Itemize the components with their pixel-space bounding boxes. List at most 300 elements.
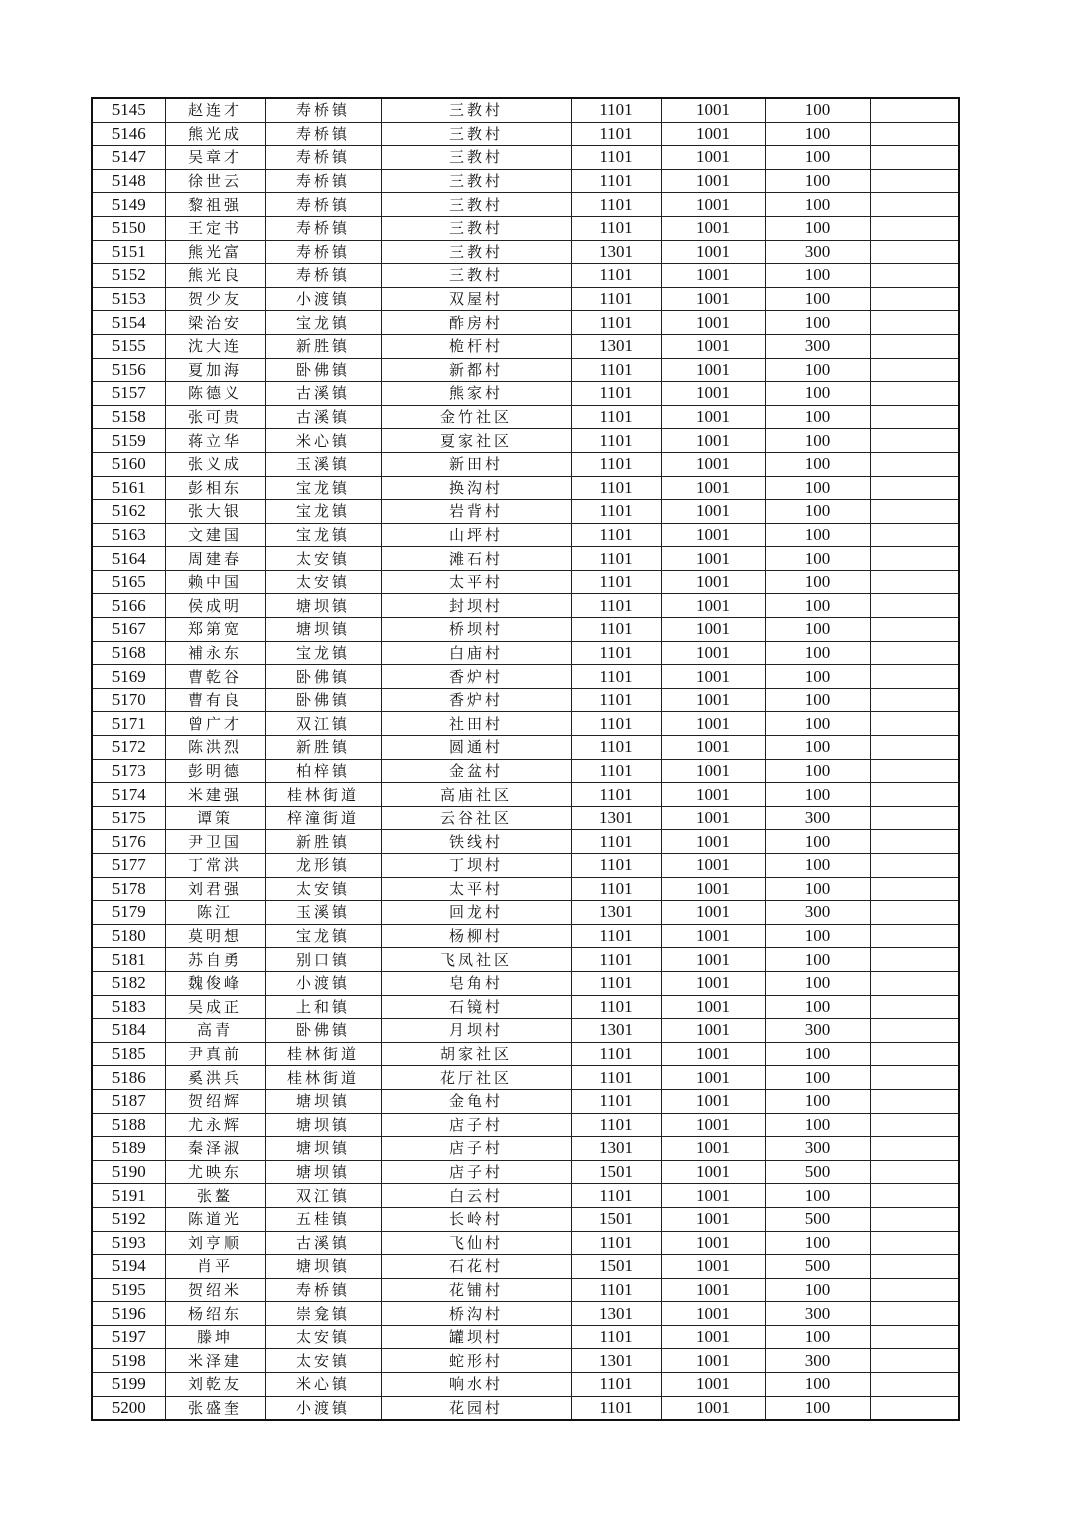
cell-amount: 100 [765, 948, 870, 972]
cell-code-a: 1101 [571, 570, 661, 594]
cell-remark [870, 830, 959, 854]
cell-serial-number: 5172 [92, 736, 165, 760]
cell-amount: 500 [765, 1207, 870, 1231]
cell-code-a: 1101 [571, 1113, 661, 1137]
table-row [92, 736, 959, 760]
table-row [92, 1113, 959, 1137]
cell-serial-number: 5153 [92, 287, 165, 311]
cell-code-b: 1001 [661, 287, 765, 311]
cell-serial-number: 5169 [92, 665, 165, 689]
cell-code-b: 1001 [661, 98, 765, 122]
cell-name: 刘乾友 [165, 1373, 265, 1397]
table-row [92, 429, 959, 453]
cell-name: 尤映东 [165, 1160, 265, 1184]
table-row [92, 924, 959, 948]
cell-code-b: 1001 [661, 995, 765, 1019]
table-row [92, 523, 959, 547]
table-row [92, 759, 959, 783]
cell-village: 花厅社区 [381, 1066, 571, 1090]
cell-code-b: 1001 [661, 688, 765, 712]
cell-code-b: 1001 [661, 500, 765, 524]
cell-code-a: 1101 [571, 405, 661, 429]
table-row [92, 216, 959, 240]
cell-code-b: 1001 [661, 311, 765, 335]
cell-village: 三教村 [381, 122, 571, 146]
cell-name: 刘亨顺 [165, 1231, 265, 1255]
cell-name: 徐世云 [165, 169, 265, 193]
cell-remark [870, 1231, 959, 1255]
cell-serial-number: 5175 [92, 806, 165, 830]
cell-village: 花园村 [381, 1396, 571, 1420]
cell-village: 皂角村 [381, 971, 571, 995]
cell-code-a: 1101 [571, 854, 661, 878]
cell-amount: 100 [765, 1325, 870, 1349]
cell-serial-number: 5179 [92, 901, 165, 925]
cell-serial-number: 5155 [92, 334, 165, 358]
cell-village: 金盆村 [381, 759, 571, 783]
cell-name: 肖平 [165, 1255, 265, 1279]
cell-code-b: 1001 [661, 736, 765, 760]
cell-name: 尤永辉 [165, 1113, 265, 1137]
cell-serial-number: 5145 [92, 98, 165, 122]
cell-code-a: 1101 [571, 712, 661, 736]
table-row [92, 1207, 959, 1231]
cell-amount: 100 [765, 216, 870, 240]
cell-code-b: 1001 [661, 1113, 765, 1137]
cell-code-b: 1001 [661, 264, 765, 288]
cell-code-b: 1001 [661, 948, 765, 972]
cell-town: 宝龙镇 [265, 311, 381, 335]
cell-town: 寿桥镇 [265, 193, 381, 217]
cell-code-a: 1101 [571, 382, 661, 406]
table-row [92, 358, 959, 382]
cell-code-b: 1001 [661, 405, 765, 429]
cell-code-b: 1001 [661, 877, 765, 901]
cell-name: 张盛奎 [165, 1396, 265, 1420]
cell-name: 陈洪烈 [165, 736, 265, 760]
cell-code-a: 1301 [571, 240, 661, 264]
cell-village: 太平村 [381, 877, 571, 901]
cell-code-a: 1101 [571, 287, 661, 311]
cell-amount: 100 [765, 854, 870, 878]
cell-code-b: 1001 [661, 594, 765, 618]
table-row [92, 1137, 959, 1161]
cell-village: 三教村 [381, 216, 571, 240]
cell-name: 熊光良 [165, 264, 265, 288]
cell-name: 吴成正 [165, 995, 265, 1019]
cell-town: 新胜镇 [265, 334, 381, 358]
cell-amount: 300 [765, 240, 870, 264]
cell-remark [870, 311, 959, 335]
cell-remark [870, 1325, 959, 1349]
table-row [92, 712, 959, 736]
cell-code-a: 1101 [571, 594, 661, 618]
cell-amount: 100 [765, 287, 870, 311]
cell-code-a: 1101 [571, 759, 661, 783]
cell-town: 塘坝镇 [265, 618, 381, 642]
cell-village: 飞仙村 [381, 1231, 571, 1255]
cell-remark [870, 971, 959, 995]
cell-name: 熊光富 [165, 240, 265, 264]
cell-serial-number: 5184 [92, 1019, 165, 1043]
cell-town: 寿桥镇 [265, 169, 381, 193]
cell-town: 玉溪镇 [265, 452, 381, 476]
cell-village: 桅杆村 [381, 334, 571, 358]
cell-amount: 100 [765, 169, 870, 193]
table-row [92, 1231, 959, 1255]
cell-code-b: 1001 [661, 547, 765, 571]
cell-town: 古溪镇 [265, 1231, 381, 1255]
cell-name: 補永东 [165, 641, 265, 665]
cell-remark [870, 901, 959, 925]
cell-serial-number: 5170 [92, 688, 165, 712]
cell-code-b: 1001 [661, 1042, 765, 1066]
table-row [92, 1278, 959, 1302]
cell-code-b: 1001 [661, 641, 765, 665]
cell-amount: 100 [765, 476, 870, 500]
cell-serial-number: 5188 [92, 1113, 165, 1137]
cell-code-b: 1001 [661, 382, 765, 406]
cell-code-b: 1001 [661, 830, 765, 854]
cell-name: 赵连才 [165, 98, 265, 122]
cell-code-b: 1001 [661, 523, 765, 547]
cell-code-b: 1001 [661, 1089, 765, 1113]
cell-village: 桥沟村 [381, 1302, 571, 1326]
cell-village: 响水村 [381, 1373, 571, 1397]
cell-name: 黎祖强 [165, 193, 265, 217]
cell-serial-number: 5192 [92, 1207, 165, 1231]
cell-remark [870, 712, 959, 736]
cell-town: 太安镇 [265, 1325, 381, 1349]
table-row [92, 1396, 959, 1420]
cell-town: 崇龛镇 [265, 1302, 381, 1326]
cell-amount: 100 [765, 523, 870, 547]
cell-serial-number: 5146 [92, 122, 165, 146]
cell-code-b: 1001 [661, 122, 765, 146]
cell-town: 古溪镇 [265, 405, 381, 429]
cell-village: 花铺村 [381, 1278, 571, 1302]
cell-remark [870, 854, 959, 878]
cell-remark [870, 806, 959, 830]
cell-code-a: 1101 [571, 311, 661, 335]
cell-amount: 100 [765, 429, 870, 453]
table-row [92, 264, 959, 288]
cell-amount: 100 [765, 547, 870, 571]
table-row [92, 382, 959, 406]
cell-name: 周建春 [165, 547, 265, 571]
cell-code-a: 1101 [571, 830, 661, 854]
table-row [92, 688, 959, 712]
cell-serial-number: 5196 [92, 1302, 165, 1326]
table-row [92, 1066, 959, 1090]
cell-town: 宝龙镇 [265, 523, 381, 547]
cell-town: 塘坝镇 [265, 1137, 381, 1161]
cell-remark [870, 1278, 959, 1302]
cell-village: 香炉村 [381, 665, 571, 689]
cell-name: 刘君强 [165, 877, 265, 901]
cell-village: 飞凤社区 [381, 948, 571, 972]
cell-town: 寿桥镇 [265, 146, 381, 170]
cell-name: 沈大连 [165, 334, 265, 358]
cell-town: 新胜镇 [265, 830, 381, 854]
table-row [92, 122, 959, 146]
cell-remark [870, 98, 959, 122]
cell-amount: 100 [765, 98, 870, 122]
cell-code-b: 1001 [661, 570, 765, 594]
cell-name: 曹有良 [165, 688, 265, 712]
cell-remark [870, 240, 959, 264]
cell-code-b: 1001 [661, 854, 765, 878]
cell-name: 陈道光 [165, 1207, 265, 1231]
cell-village: 高庙社区 [381, 783, 571, 807]
cell-town: 太安镇 [265, 877, 381, 901]
cell-serial-number: 5200 [92, 1396, 165, 1420]
cell-name: 贺少友 [165, 287, 265, 311]
cell-code-a: 1301 [571, 334, 661, 358]
table-row [92, 901, 959, 925]
cell-code-a: 1101 [571, 1373, 661, 1397]
cell-code-b: 1001 [661, 1255, 765, 1279]
cell-code-a: 1301 [571, 806, 661, 830]
cell-remark [870, 382, 959, 406]
cell-village: 铁线村 [381, 830, 571, 854]
cell-amount: 100 [765, 971, 870, 995]
cell-name: 王定书 [165, 216, 265, 240]
cell-code-b: 1001 [661, 806, 765, 830]
cell-code-a: 1501 [571, 1207, 661, 1231]
cell-village: 换沟村 [381, 476, 571, 500]
cell-code-b: 1001 [661, 240, 765, 264]
table-row [92, 476, 959, 500]
cell-code-a: 1101 [571, 688, 661, 712]
cell-remark [870, 287, 959, 311]
cell-town: 小渡镇 [265, 1396, 381, 1420]
cell-serial-number: 5187 [92, 1089, 165, 1113]
cell-name: 滕坤 [165, 1325, 265, 1349]
cell-remark [870, 216, 959, 240]
cell-code-b: 1001 [661, 924, 765, 948]
cell-village: 白云村 [381, 1184, 571, 1208]
cell-amount: 300 [765, 1019, 870, 1043]
cell-remark [870, 476, 959, 500]
cell-remark [870, 429, 959, 453]
cell-remark [870, 452, 959, 476]
cell-serial-number: 5168 [92, 641, 165, 665]
cell-code-a: 1101 [571, 169, 661, 193]
cell-code-a: 1101 [571, 122, 661, 146]
cell-town: 新胜镇 [265, 736, 381, 760]
cell-code-b: 1001 [661, 429, 765, 453]
cell-serial-number: 5147 [92, 146, 165, 170]
cell-serial-number: 5174 [92, 783, 165, 807]
cell-serial-number: 5194 [92, 1255, 165, 1279]
cell-amount: 100 [765, 122, 870, 146]
cell-village: 新田村 [381, 452, 571, 476]
cell-amount: 100 [765, 1231, 870, 1255]
cell-name: 梁治安 [165, 311, 265, 335]
cell-amount: 100 [765, 1184, 870, 1208]
cell-amount: 500 [765, 1255, 870, 1279]
cell-code-a: 1101 [571, 971, 661, 995]
cell-code-a: 1101 [571, 641, 661, 665]
cell-name: 曾广才 [165, 712, 265, 736]
cell-remark [870, 618, 959, 642]
cell-amount: 100 [765, 641, 870, 665]
cell-code-b: 1001 [661, 712, 765, 736]
table-row [92, 1302, 959, 1326]
table-row [92, 240, 959, 264]
cell-serial-number: 5166 [92, 594, 165, 618]
cell-remark [870, 688, 959, 712]
cell-serial-number: 5159 [92, 429, 165, 453]
cell-village: 社田村 [381, 712, 571, 736]
cell-amount: 100 [765, 1089, 870, 1113]
cell-serial-number: 5149 [92, 193, 165, 217]
cell-remark [870, 1349, 959, 1373]
cell-town: 上和镇 [265, 995, 381, 1019]
cell-village: 罐坝村 [381, 1325, 571, 1349]
cell-village: 三教村 [381, 264, 571, 288]
cell-code-a: 1101 [571, 1278, 661, 1302]
cell-town: 塘坝镇 [265, 1255, 381, 1279]
cell-village: 岩背村 [381, 500, 571, 524]
cell-name: 贺绍辉 [165, 1089, 265, 1113]
cell-name: 赖中国 [165, 570, 265, 594]
cell-amount: 100 [765, 665, 870, 689]
cell-serial-number: 5167 [92, 618, 165, 642]
cell-amount: 100 [765, 594, 870, 618]
cell-amount: 100 [765, 712, 870, 736]
table-row [92, 783, 959, 807]
cell-code-a: 1101 [571, 547, 661, 571]
cell-code-a: 1101 [571, 264, 661, 288]
cell-amount: 300 [765, 1302, 870, 1326]
table-row [92, 806, 959, 830]
cell-remark [870, 334, 959, 358]
cell-code-a: 1101 [571, 877, 661, 901]
cell-town: 卧佛镇 [265, 688, 381, 712]
cell-code-a: 1101 [571, 1042, 661, 1066]
cell-serial-number: 5195 [92, 1278, 165, 1302]
cell-serial-number: 5161 [92, 476, 165, 500]
cell-serial-number: 5190 [92, 1160, 165, 1184]
cell-code-b: 1001 [661, 971, 765, 995]
cell-amount: 100 [765, 759, 870, 783]
cell-town: 卧佛镇 [265, 1019, 381, 1043]
cell-remark [870, 1396, 959, 1420]
cell-amount: 100 [765, 452, 870, 476]
cell-amount: 100 [765, 382, 870, 406]
cell-name: 杨绍东 [165, 1302, 265, 1326]
cell-town: 塘坝镇 [265, 594, 381, 618]
cell-remark [870, 169, 959, 193]
cell-remark [870, 948, 959, 972]
cell-town: 塘坝镇 [265, 1089, 381, 1113]
cell-town: 米心镇 [265, 429, 381, 453]
cell-town: 双江镇 [265, 712, 381, 736]
cell-town: 太安镇 [265, 1349, 381, 1373]
cell-town: 小渡镇 [265, 287, 381, 311]
cell-town: 龙形镇 [265, 854, 381, 878]
cell-town: 卧佛镇 [265, 358, 381, 382]
cell-amount: 100 [765, 783, 870, 807]
cell-serial-number: 5157 [92, 382, 165, 406]
table-row [92, 570, 959, 594]
cell-town: 寿桥镇 [265, 98, 381, 122]
cell-name: 尹真前 [165, 1042, 265, 1066]
cell-serial-number: 5178 [92, 877, 165, 901]
table-row [92, 311, 959, 335]
cell-village: 丁坝村 [381, 854, 571, 878]
cell-name: 吴章才 [165, 146, 265, 170]
cell-serial-number: 5197 [92, 1325, 165, 1349]
cell-amount: 300 [765, 901, 870, 925]
cell-code-b: 1001 [661, 334, 765, 358]
cell-town: 桂林街道 [265, 783, 381, 807]
cell-code-a: 1101 [571, 476, 661, 500]
cell-code-a: 1501 [571, 1255, 661, 1279]
cell-village: 熊家村 [381, 382, 571, 406]
cell-name: 张可贵 [165, 405, 265, 429]
cell-town: 米心镇 [265, 1373, 381, 1397]
cell-town: 桂林街道 [265, 1042, 381, 1066]
cell-code-b: 1001 [661, 216, 765, 240]
cell-remark [870, 122, 959, 146]
cell-village: 月坝村 [381, 1019, 571, 1043]
cell-code-a: 1101 [571, 665, 661, 689]
cell-remark [870, 358, 959, 382]
cell-town: 宝龙镇 [265, 476, 381, 500]
cell-amount: 100 [765, 877, 870, 901]
cell-village: 三教村 [381, 98, 571, 122]
cell-village: 三教村 [381, 146, 571, 170]
cell-code-b: 1001 [661, 358, 765, 382]
cell-code-b: 1001 [661, 193, 765, 217]
cell-name: 奚洪兵 [165, 1066, 265, 1090]
cell-name: 夏加海 [165, 358, 265, 382]
cell-serial-number: 5154 [92, 311, 165, 335]
cell-remark [870, 264, 959, 288]
cell-village: 夏家社区 [381, 429, 571, 453]
cell-name: 尹卫国 [165, 830, 265, 854]
cell-remark [870, 523, 959, 547]
cell-serial-number: 5185 [92, 1042, 165, 1066]
cell-village: 新都村 [381, 358, 571, 382]
cell-name: 陈江 [165, 901, 265, 925]
cell-amount: 300 [765, 806, 870, 830]
cell-code-b: 1001 [661, 1066, 765, 1090]
cell-remark [870, 1184, 959, 1208]
cell-village: 胡家社区 [381, 1042, 571, 1066]
cell-amount: 100 [765, 1042, 870, 1066]
cell-name: 丁常洪 [165, 854, 265, 878]
cell-village: 杨柳村 [381, 924, 571, 948]
cell-code-b: 1001 [661, 1396, 765, 1420]
cell-village: 滩石村 [381, 547, 571, 571]
cell-code-b: 1001 [661, 169, 765, 193]
table-row [92, 98, 959, 122]
cell-serial-number: 5177 [92, 854, 165, 878]
cell-town: 太安镇 [265, 570, 381, 594]
cell-remark [870, 193, 959, 217]
cell-remark [870, 1373, 959, 1397]
cell-name: 苏自勇 [165, 948, 265, 972]
cell-code-a: 1101 [571, 146, 661, 170]
cell-remark [870, 405, 959, 429]
cell-code-b: 1001 [661, 759, 765, 783]
table-row [92, 1184, 959, 1208]
cell-name: 文建国 [165, 523, 265, 547]
